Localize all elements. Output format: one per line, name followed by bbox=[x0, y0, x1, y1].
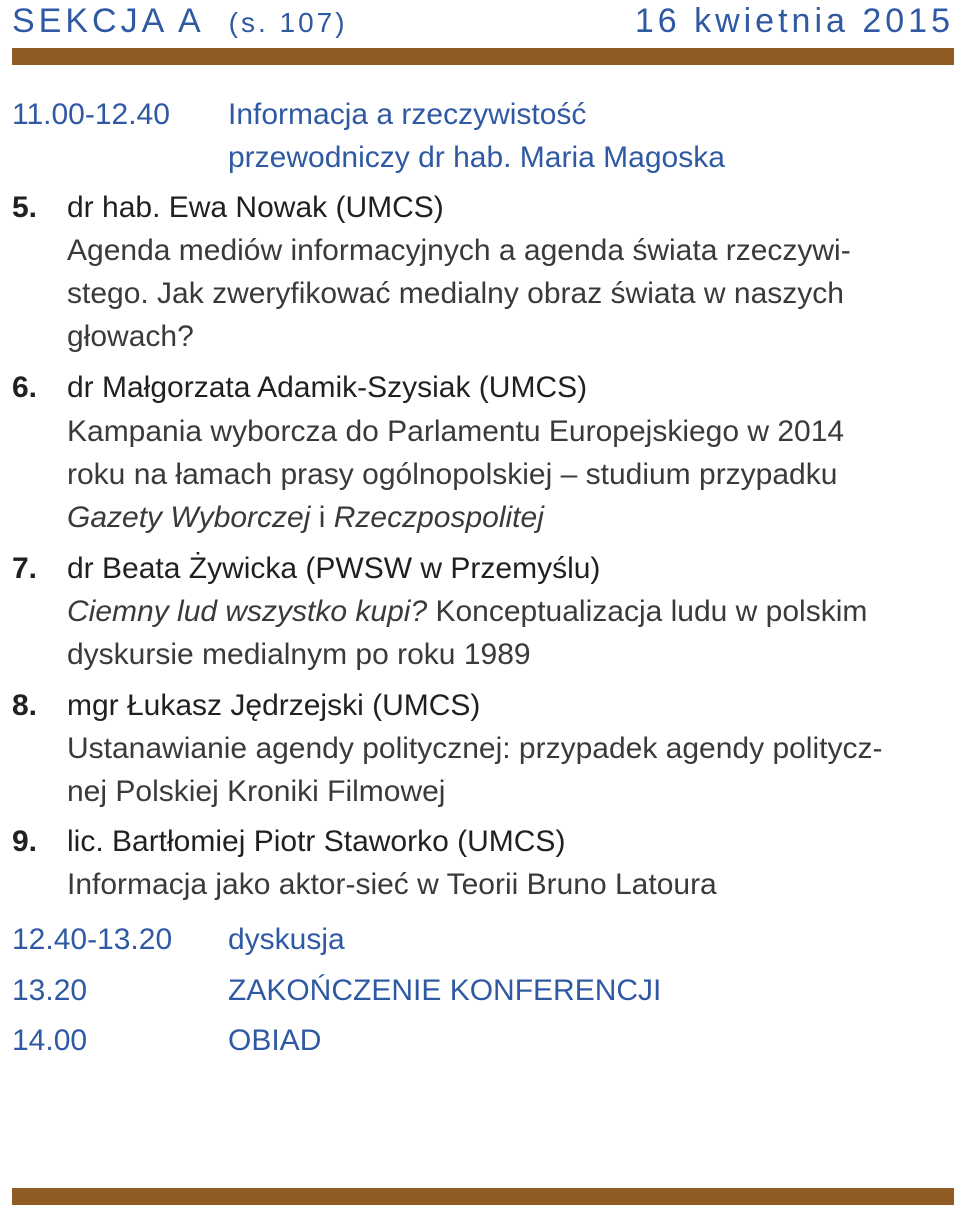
talk-speaker: dr Beata Żywicka (PWSW w Przemyślu) bbox=[67, 552, 601, 585]
page-reference: (s. 107) bbox=[228, 7, 348, 38]
top-divider-bar bbox=[12, 48, 954, 65]
schedule-time: 14.00 bbox=[12, 1024, 88, 1057]
schedule-label: ZAKOŃCZENIE KONFERENCJI bbox=[228, 974, 662, 1007]
talk-title-line: Gazety Wyborczej i Rzeczpospolitej bbox=[67, 501, 544, 534]
talk-number: 9. bbox=[12, 825, 38, 858]
talk-number: 7. bbox=[12, 552, 38, 585]
talk-title-line: Kampania wyborcza do Parlamentu Europejskiego w 2014 bbox=[67, 415, 845, 448]
session-chair: przewodniczy dr hab. Maria Magoska bbox=[228, 141, 725, 174]
talk-speaker: dr Małgorzata Adamik-Szysiak (UMCS) bbox=[67, 371, 588, 404]
talk-title-line: dyskursie medialnym po roku 1989 bbox=[67, 638, 531, 671]
schedule-time: 12.40-13.20 bbox=[12, 923, 173, 956]
talk-title-line: Agenda mediów informacyjnych a agenda świata rzeczywi- bbox=[67, 234, 851, 267]
talk-speaker: dr hab. Ewa Nowak (UMCS) bbox=[67, 191, 444, 224]
talk-speaker: mgr Łukasz Jędrzejski (UMCS) bbox=[67, 689, 481, 722]
section-title: SEKCJA A (s. 107) bbox=[12, 2, 348, 40]
talk-speaker: lic. Bartłomiej Piotr Staworko (UMCS) bbox=[67, 825, 566, 858]
newspaper-title: Gazety Wyborczej bbox=[67, 501, 311, 534]
talk-number: 8. bbox=[12, 689, 38, 722]
talk-title-line: Ustanawianie agendy politycznej: przypadek agendy politycz- bbox=[67, 732, 883, 765]
header-date: 16 kwietnia 2015 bbox=[634, 2, 954, 40]
talk-number: 5. bbox=[12, 191, 38, 224]
bottom-divider-bar bbox=[12, 1188, 954, 1205]
talk-title-line: Ciemny lud wszystko kupi? Konceptualizacja ludu w polskim bbox=[67, 595, 868, 628]
talk-title-line: roku na łamach prasy ogólnopolskiej – studium przypadku bbox=[67, 458, 838, 491]
schedule-label: dyskusja bbox=[228, 923, 345, 956]
session-title: Informacja a rzeczywistość bbox=[228, 98, 587, 131]
page-header bbox=[12, 0, 954, 48]
talk-title-line: nej Polskiej Kroniki Filmowej bbox=[67, 775, 446, 808]
schedule-label: OBIAD bbox=[228, 1024, 322, 1057]
talk-title-line: stego. Jak zweryfikować medialny obraz świata w naszych bbox=[67, 277, 844, 310]
newspaper-title: Rzeczpospolitej bbox=[333, 501, 544, 534]
talk-title-line: głowach? bbox=[67, 320, 194, 353]
talk-number: 6. bbox=[12, 371, 38, 404]
session-time: 11.00-12.40 bbox=[12, 98, 170, 131]
talk-title-line: Informacja jako aktor-sieć w Teorii Bruno Latoura bbox=[67, 868, 717, 901]
schedule-time: 13.20 bbox=[12, 974, 88, 1007]
